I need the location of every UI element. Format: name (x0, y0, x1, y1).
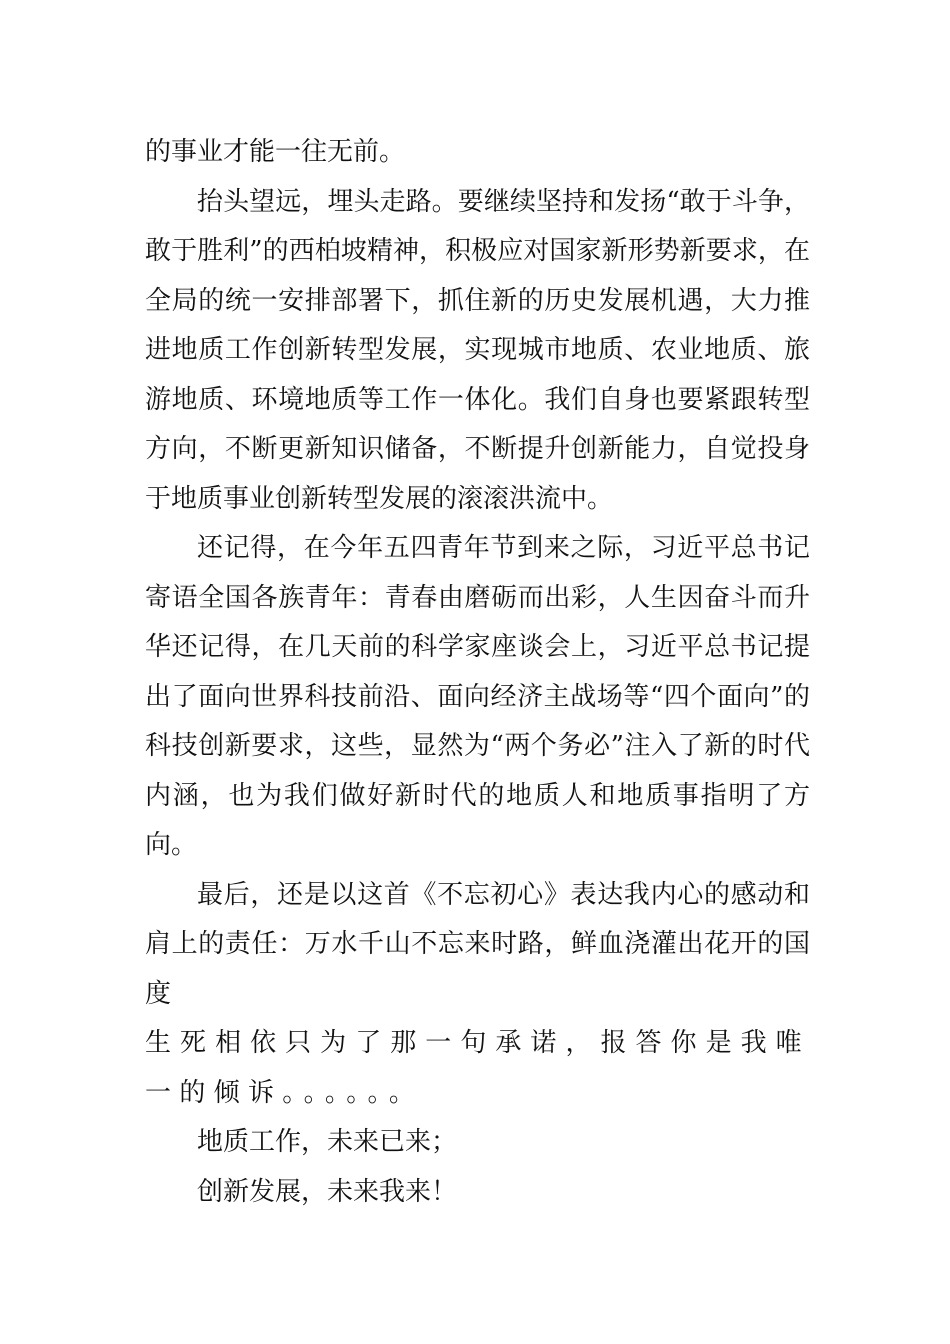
document-body (145, 128, 810, 1217)
paragraph-poem-line: 生死相依只为了那一句承诺，报答你是我唯一的倾诉。。。。。。 (145, 1028, 810, 1108)
paragraph-transformation: 抬头望远，埋头走路。要继续坚持和发扬“敢于斗争，敢于胜利”的西柏坡精神，积极应对国家新形势新要求，在全局的统一安排部署下，抓住新的历史发展机遇，大力推进地质工作创新转型发展，实现城市地质、农业地质、旅游地质、环境地质等工作一体化。我们自身也要紧跟转型方向，不断更新知识储备，不断提升创新能力，自觉投身于地质事业创新转型发展的滚滚洪流中。 (145, 186, 810, 514)
paragraph-closing: 最后，还是以这首《不忘初心》表达我内心的感动和肩上的责任：万水千山不忘来时路，鲜血浇灌出花开的国度 (145, 879, 810, 1009)
paragraph-continuation: 的事业才能一往无前。 (145, 137, 406, 167)
paragraph-youth-day: 还记得，在今年五四青年节到来之际，习近平总书记寄语全国各族青年：青春由磨砺而出彩，人生因奋斗而升华还记得，在几天前的科学家座谈会上，习近平总书记提出了面向世界科技前沿、面向经济主战场等“四个面向”的科技创新要求，这些，显然为“两个务必”注入了新的时代内涵，也为我们做好新时代的地质人和地质事指明了方向。 (145, 533, 810, 860)
slogan-line-1: 地质工作，未来已来； (197, 1127, 458, 1157)
slogan-line-2: 创新发展，未来我来！ (197, 1176, 458, 1207)
